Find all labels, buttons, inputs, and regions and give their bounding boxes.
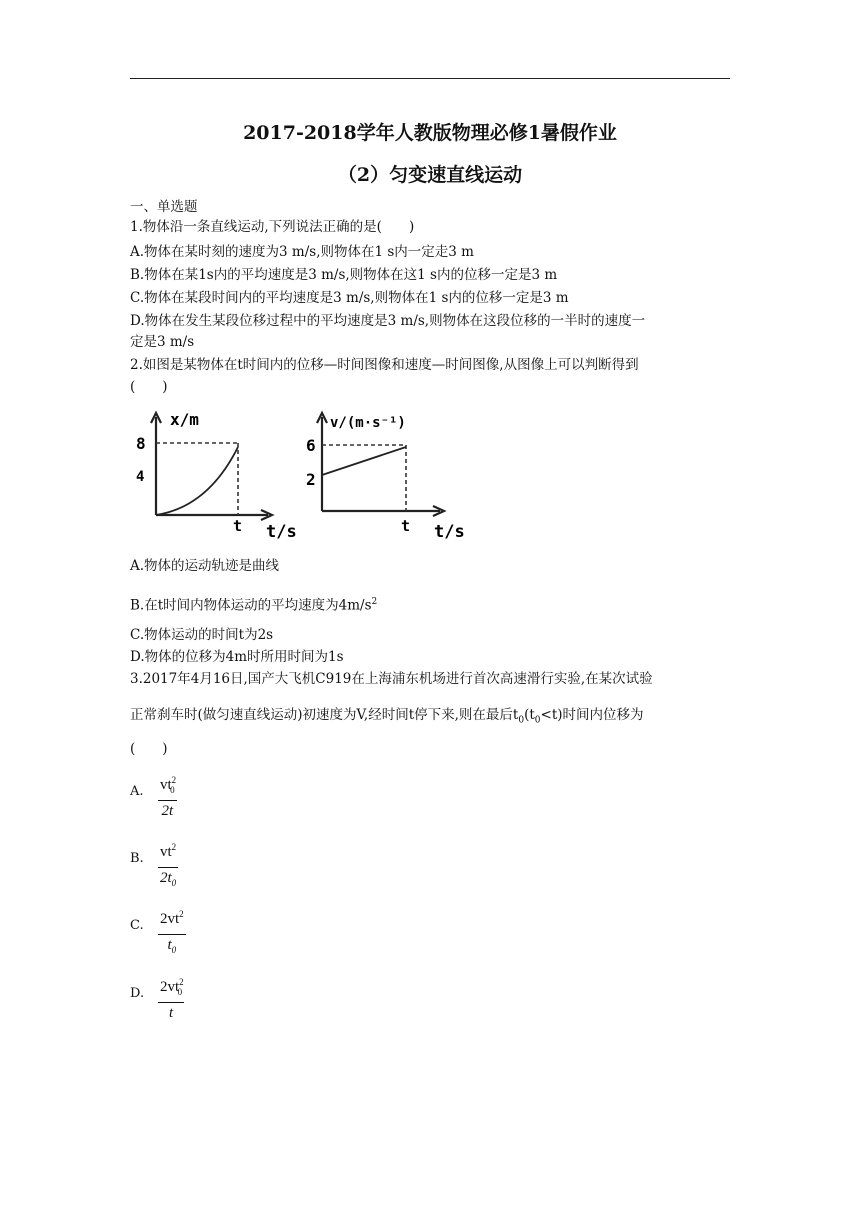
xt-tick-4: 4 — [136, 469, 145, 485]
xt-graph — [130, 405, 310, 545]
vt-tick-t: t — [401, 517, 411, 535]
q3-stem-line1: 3.2017年4月16日,国产大飞机C919在上海浦东机场进行首次高速滑行实验,在某次试验 — [130, 671, 653, 687]
vt-ylabel: v/(m·s⁻¹) — [330, 415, 406, 431]
q1-option-d-line1: D.物体在发生某段位移过程中的平均速度是3 m/s,则物体在这段位移的一半时的速度一 — [130, 313, 646, 329]
vt-xlabel: t/s — [434, 522, 465, 542]
q1-stem: 1.物体沿一条直线运动,下列说法正确的是( ) — [130, 219, 415, 235]
page-subtitle: （2）匀变速直线运动 — [337, 164, 523, 186]
q2-stem-line1: 2.如图是某物体在t时间内的位移—时间图像和速度—时间图像,从图像上可以判断得到 — [130, 357, 639, 373]
q1-option-d-line2: 定是3 m/s — [130, 334, 195, 350]
q2-option-b: B.在t时间内物体运动的平均速度为$4m/s^2$ — [130, 597, 378, 614]
q2-option-a: A.物体的运动轨迹是曲线 — [130, 558, 280, 574]
xt-tick-t: t — [233, 517, 243, 535]
xt-ylabel: x/m — [170, 410, 199, 429]
q2-option-d: D.物体的位移为4m时所用时间为1s — [130, 649, 344, 665]
q3-stem-line3: ( ) — [130, 741, 168, 757]
q1-option-c: C.物体在某段时间内的平均速度是3 m/s,则物体在1 s内的位移一定是3 m — [130, 290, 569, 306]
page-title: 2017-2018学年人教版物理必修1暑假作业 — [243, 122, 617, 144]
q2-option-c: C.物体运动的时间t为2s — [130, 627, 274, 643]
vt-tick-2: 2 — [306, 470, 316, 489]
header-rule — [130, 78, 730, 79]
q3-stem-line2: 正常刹车时(做匀速直线运动)初速度为V,经时间t停下来,则在最后$t_0(t_0<t)$时间内位移为 — [130, 707, 644, 726]
xt-tick-8: 8 — [136, 434, 146, 453]
vt-graph — [300, 405, 480, 545]
q1-option-b: B.物体在某1s内的平均速度是3 m/s,则物体在这1 s内的位移一定是3 m — [130, 267, 558, 283]
section-label: 一、单选题 — [130, 199, 198, 215]
xt-xlabel: t/s — [266, 522, 297, 542]
q1-option-a: A.物体在某时刻的速度为3 m/s,则物体在1 s内一定走3 m — [130, 244, 474, 260]
q2-stem-line2: ( ) — [130, 379, 168, 395]
vt-tick-6: 6 — [306, 436, 316, 455]
